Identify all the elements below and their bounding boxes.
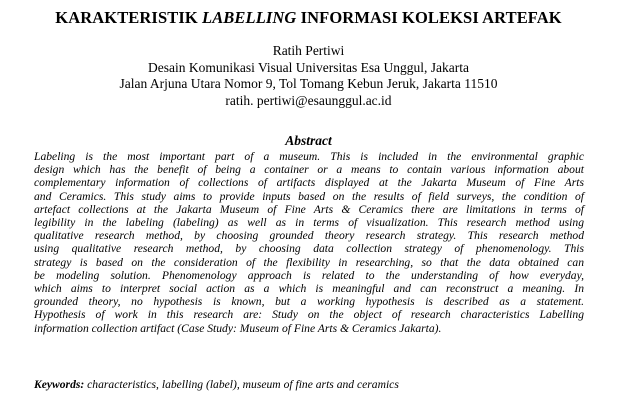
keywords-text: characteristics, labelling (label), museum of fine arts and ceramics <box>84 378 399 391</box>
keywords-label: Keywords: <box>34 378 85 391</box>
abstract-line: be modeling solution. Phenomenology approach is related to the understanding of how everyday, <box>34 268 584 282</box>
title-part-1: KARAKTERISTIK <box>55 8 203 27</box>
author-affiliation: Desain Komunikasi Visual Universitas Esa Unggul, Jakarta <box>147 59 469 75</box>
title-part-2-italic: LABELLING <box>202 8 297 27</box>
author-address: Jalan Arjuna Utara Nomor 9, Tol Tomang Kebun Jeruk, Jakarta 11510 <box>119 76 498 91</box>
abstract-line: grounded theory, no hypothesis is known, but a working hypothesis is described as a statement. <box>34 295 584 309</box>
abstract-line: Labeling is the most important part of a museum. This is included in the environmental graphic <box>34 150 584 163</box>
abstract-line: qualitative research method, by choosing grounded theory research strategy. This research method <box>34 229 584 243</box>
author-name: Ratih Pertiwi <box>272 43 345 58</box>
abstract-line: using qualitative research method, by choosing data collection strategy of phenomenology. This <box>34 242 584 256</box>
abstract-line: Hypothesis of work in this research are: Study on the object of research characteristics Labelling <box>34 308 584 322</box>
author-block <box>0 43 617 109</box>
abstract-line: strategy is based on the consideration of the flexibility in researching, so that the data obtained can <box>34 255 584 269</box>
title-part-3: INFORMASI KOLEKSI ARTEFAK <box>296 8 562 27</box>
abstract-line: legibility in the labeling (labeling) as well as in terms of visualization. This research method using <box>34 216 584 230</box>
author-email: ratih. pertiwi@esaunggul.ac.id <box>225 92 392 108</box>
abstract-line: which aims to interpret social action as a which is meaningful and can reconstruct a meaning. In <box>34 282 584 296</box>
paper-title <box>0 8 617 28</box>
abstract-line: artefact collections at the Jakarta Museum of Fine Arts & Ceramics there are limitations in terms of <box>34 202 584 216</box>
abstract-line: complementary information of collections of artifacts displayed at the Jakarta Museum of Fine Arts <box>34 176 584 190</box>
keywords <box>34 378 594 391</box>
abstract-line: design which has the benefit of being a container or a means to contain various information about <box>34 163 584 177</box>
abstract-line: and Ceramics. This study aims to provide inputs based on the results of field surveys, the condition of <box>34 189 584 203</box>
abstract-line-last: information collection artifact (Case Study: Museum of Fine Arts & Ceramics Jakarta). <box>34 321 442 335</box>
abstract-heading: Abstract <box>285 133 332 148</box>
abstract-body <box>34 150 584 335</box>
